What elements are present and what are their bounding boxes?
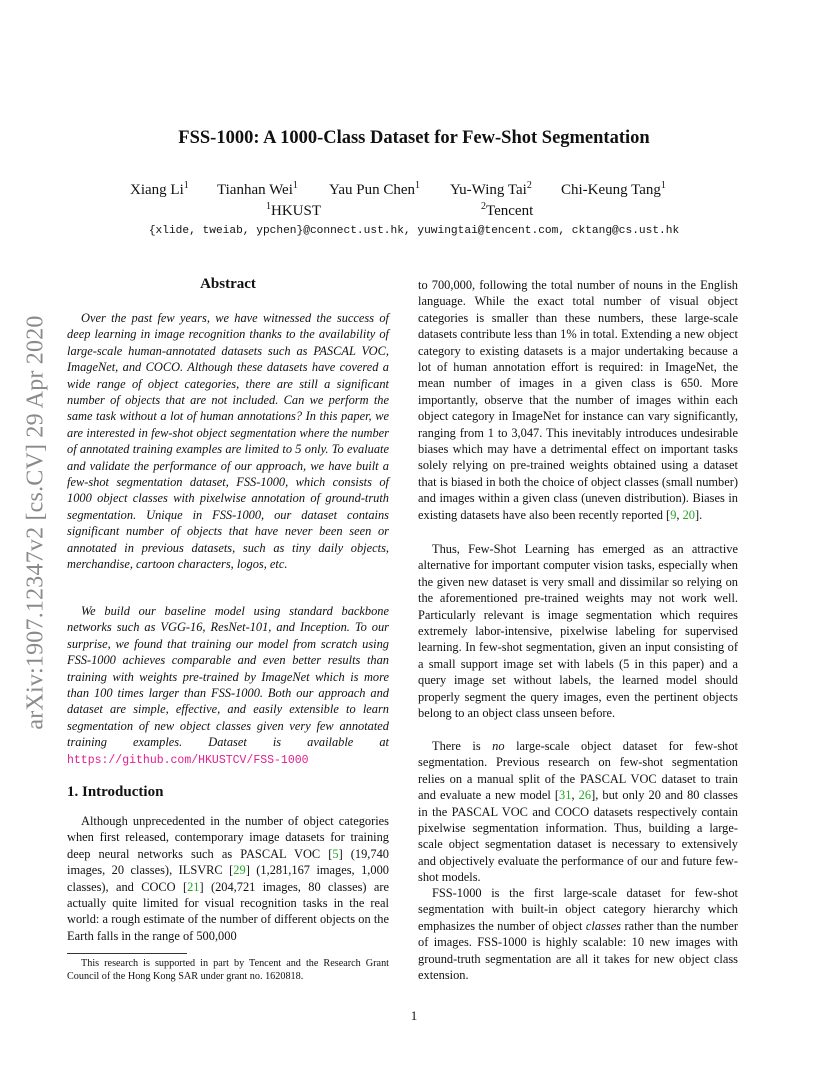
author-name: Tianhan Wei xyxy=(217,182,293,198)
citation-link[interactable]: 26 xyxy=(578,788,592,803)
body-text-emphasis: no xyxy=(492,739,505,753)
body-paragraph xyxy=(418,885,738,983)
citation-link[interactable]: 5 xyxy=(332,846,339,861)
abstract-paragraph: Over the past few years, we have witnessed the success of deep learning in image recognition thanks to the availability of large-scale human-annotated datasets such as PASCAL VOC, ImageNet, and COCO. Although these datasets have covered a wide range of object categories, there are still a significant number of objects that are not included. Can we perform the same task without a lot of human annotations? In this paper, we are interested in few-shot object segmentation where the number of annotated training examples are limited to 5 only. To evaluate and validate the performance of our approach, we have built a few-shot segmentation dataset, FSS-1000, which consists of 1000 object classes with pixelwise annotation of ground-truth segmentation. Unique in FSS-1000, our dataset contains significant number of objects that have never been seen or annotated in previous datasets, such as tiny daily objects, merchandise, cartoon characters, logos, etc. xyxy=(67,311,389,572)
author-affil-mark: 1 xyxy=(292,180,298,191)
page-number: 1 xyxy=(410,1008,418,1023)
author xyxy=(450,182,532,199)
arxiv-stamp-text: arXiv:1907.12347v2 [cs.CV] 29 Apr 2020 xyxy=(22,314,49,730)
body-text: ]. xyxy=(694,507,703,522)
author xyxy=(217,182,298,199)
intro-text: ] (1,281,167 images, 1,000 classes), and COCO [ xyxy=(67,863,389,894)
body-text: There is xyxy=(432,739,493,753)
footnote: This research is supported in part by Tencent and the Research Grant Council of the Hong Kong SAR under grant no. 1620818. xyxy=(67,958,389,982)
author xyxy=(130,182,189,199)
body-text: FSS-1000 is the first large-scale dataset for few-shot segmentation with built-in object category hierarchy which emphasizes the number of object xyxy=(418,886,738,933)
affiliation-name: Tencent xyxy=(486,203,534,219)
author-affil-mark: 1 xyxy=(183,180,189,191)
abstract-paragraph-text: We build our baseline model using standard backbone networks such as VGG-16, ResNet-101, and Inception. To our surprise, we found that training our model from scratch using FSS-1000 achieves comparable and even better results than training with weights pre-trained by ImageNet which is more than 100 times larger than FSS-1000. Both our approach and dataset are simple, effective, and easily extensible to learn segmentation of new object classes given very few annotated training examples. Dataset is available at xyxy=(67,604,389,750)
affiliation xyxy=(266,203,321,220)
author-emails: {xlide, tweiab, ypchen}@connect.ust.hk, yuwingtai@tencent.com, cktang@cs.ust.hk xyxy=(148,225,680,237)
author xyxy=(329,182,420,199)
affiliation-mark: 1 xyxy=(266,201,271,212)
affiliation-name: HKUST xyxy=(271,203,322,219)
citation-link[interactable]: 9 xyxy=(670,507,677,522)
body-text-emphasis: classes xyxy=(585,918,622,933)
author-affil-mark: 1 xyxy=(415,180,420,191)
body-text: ], but only 20 and 80 classes in the PASCAL VOC and COCO datasets respectively contain pixelwise segmentation information. Thus, building a large-scale object segmentation dataset is necessary to extensively and objectively evaluate the performance of our and future few-shot models. xyxy=(418,788,738,885)
body-paragraph xyxy=(418,277,738,523)
citation-link[interactable]: 20 xyxy=(682,507,695,522)
citation-link[interactable]: 31 xyxy=(559,788,572,803)
author-affil-mark: 1 xyxy=(660,180,666,191)
dataset-link[interactable]: https://github.com/HKUSTCV/FSS-1000 xyxy=(67,753,309,767)
intro-text: ] (204,721 images, 80 classes) are actually quite limited for visual recognition tasks in the real world: a rough estimate of the number of different objects on the Earth falls in the range of 500,000 xyxy=(67,879,389,943)
author-name: Yu-Wing Tai xyxy=(450,182,527,198)
paper-title: FSS-1000: A 1000-Class Dataset for Few-Shot Segmentation xyxy=(178,128,650,148)
arxiv-stamp xyxy=(19,286,53,758)
author-name: Xiang Li xyxy=(130,182,184,198)
body-text: , xyxy=(571,788,579,803)
body-text: rather than the number of images. FSS-1000 is highly scalable: 10 new images with ground-truth segmentation are all it takes for new object class extension. xyxy=(418,918,738,983)
body-text: large-scale object dataset for few-shot segmentation. Previous research on few-shot segmentation relies on a manual split of the PASCAL VOC dataset to train and evaluate a new model [ xyxy=(418,739,738,803)
body-text: , xyxy=(676,507,683,522)
intro-paragraph xyxy=(67,813,389,944)
intro-text: Although unprecedented in the number of object categories when first released, contemporary image datasets for training deep neural networks such as PASCAL VOC [ xyxy=(67,814,389,861)
intro-text: ] (19,740 images, 20 classes), ILSVRC [ xyxy=(67,846,389,878)
author xyxy=(561,182,666,199)
affiliation xyxy=(481,203,533,220)
author-name: Yau Pun Chen xyxy=(329,182,415,198)
footnote-rule xyxy=(67,953,187,954)
body-text: to 700,000, following the total number of nouns in the English language. While the exact total number of visual object categories is smaller than these numbers, these large-scale datasets contribute less than 1% in total. Extending a new object category to existing datasets is a major undertaking because a lot of human annotation effort is required: in ImageNet, the mean number of images in a given class is 650. More importantly, observe that the number of images within each object category in ImageNet for instance can vary significantly, ranging from 1 to 3,047. This inevitably introduces undesirable biases which may have a detrimental effect on important tasks solely relying on pre-trained weights obtained using a dataset that is biased in both the choice of object classes (small number) and images within a given class (uneven distribution). Biases in existing datasets have also been recently reported [ xyxy=(418,278,738,522)
author-affil-mark: 2 xyxy=(526,180,532,191)
citation-link[interactable]: 21 xyxy=(187,879,200,894)
body-paragraph xyxy=(418,738,738,886)
body-paragraph: Thus, Few-Shot Learning has emerged as an attractive alternative for important computer vision tasks, especially when the given new dataset is very small and dissimilar so relying on the aforementioned pre-trained weights may not work well. Particularly relevant is image segmentation which requires extremely labor-intensive, pixelwise labeling for supervised learning. In few-shot segmentation, given an input consisting of a small support image set with labels (5 in this paper) and a query image set without labels, the learned model should properly segment the query images, even the pertinent objects belong to an object class unseen before. xyxy=(418,542,738,721)
author-name: Chi-Keung Tang xyxy=(561,182,661,198)
citation-link[interactable]: 29 xyxy=(233,863,246,878)
abstract-paragraph xyxy=(67,603,389,769)
abstract-heading: Abstract xyxy=(200,276,256,292)
affiliation-mark: 2 xyxy=(481,201,486,212)
section-heading: 1. Introduction xyxy=(67,784,164,800)
